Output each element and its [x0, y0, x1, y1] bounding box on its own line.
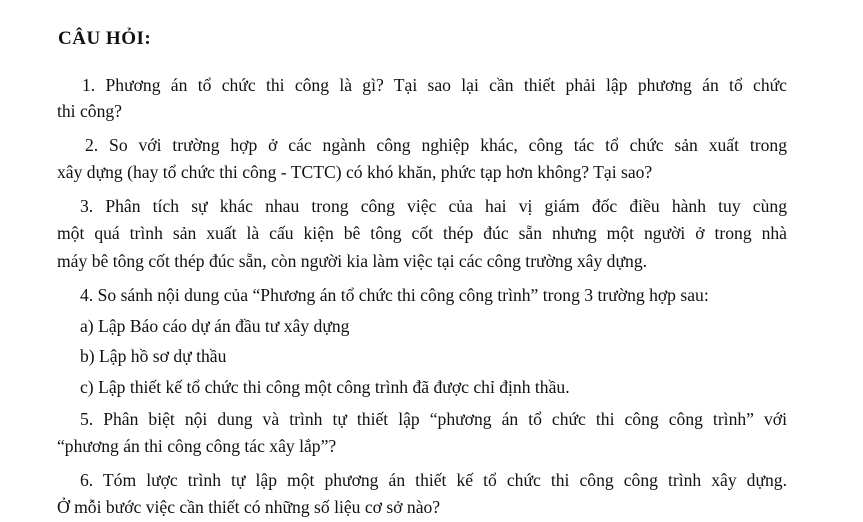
section-heading: CÂU HỎI: [58, 28, 152, 49]
question-4-option-b: b) Lập hồ sơ dự thầu [80, 346, 227, 366]
question-5-line-1: 5. Phân biệt nội dung và trình tự thiết lập “phương án tổ chức thi công công trình” với [80, 409, 787, 429]
question-1-line-1: 1. Phương án tổ chức thi công là gì? Tại sao lại cần thiết phải lập phương án tổ chức [82, 75, 787, 95]
question-6-line-2: Ở mỗi bước việc cần thiết có những số liệu cơ sở nào? [57, 497, 441, 517]
question-3-line-2: một quá trình sản xuất là cấu kiện bê tông cốt thép đúc sẵn nhưng một người ở trong nhà [57, 223, 787, 243]
question-2-line-1: 2. So với trường hợp ở các ngành công nghiệp khác, công tác tổ chức sản xuất trong [85, 135, 787, 155]
question-6-line-1: 6. Tóm lược trình tự lập một phương án thiết kế tổ chức thi công công trình xây dựng. [80, 470, 787, 490]
question-4-option-a: a) Lập Báo cáo dự án đầu tư xây dựng [80, 316, 350, 336]
question-4-line-1: 4. So sánh nội dung của “Phương án tổ chức thi công công trình” trong 3 trường hợp sau: [80, 285, 709, 305]
question-5-line-2: “phương án thi công công tác xây lắp”? [57, 436, 337, 456]
question-1-line-2: thi công? [57, 101, 122, 121]
question-2-line-2: xây dựng (hay tổ chức thi công - TCTC) có khó khăn, phức tạp hơn không? Tại sao? [57, 162, 653, 182]
question-4-option-c: c) Lập thiết kế tổ chức thi công một công trình đã được chỉ định thầu. [80, 377, 570, 397]
question-3-line-3: máy bê tông cốt thép đúc sẵn, còn người kia làm việc tại các công trường xây dựng. [57, 251, 648, 271]
question-3-line-1: 3. Phân tích sự khác nhau trong công việc của hai vị giám đốc điều hành tuy cùng [80, 196, 787, 216]
